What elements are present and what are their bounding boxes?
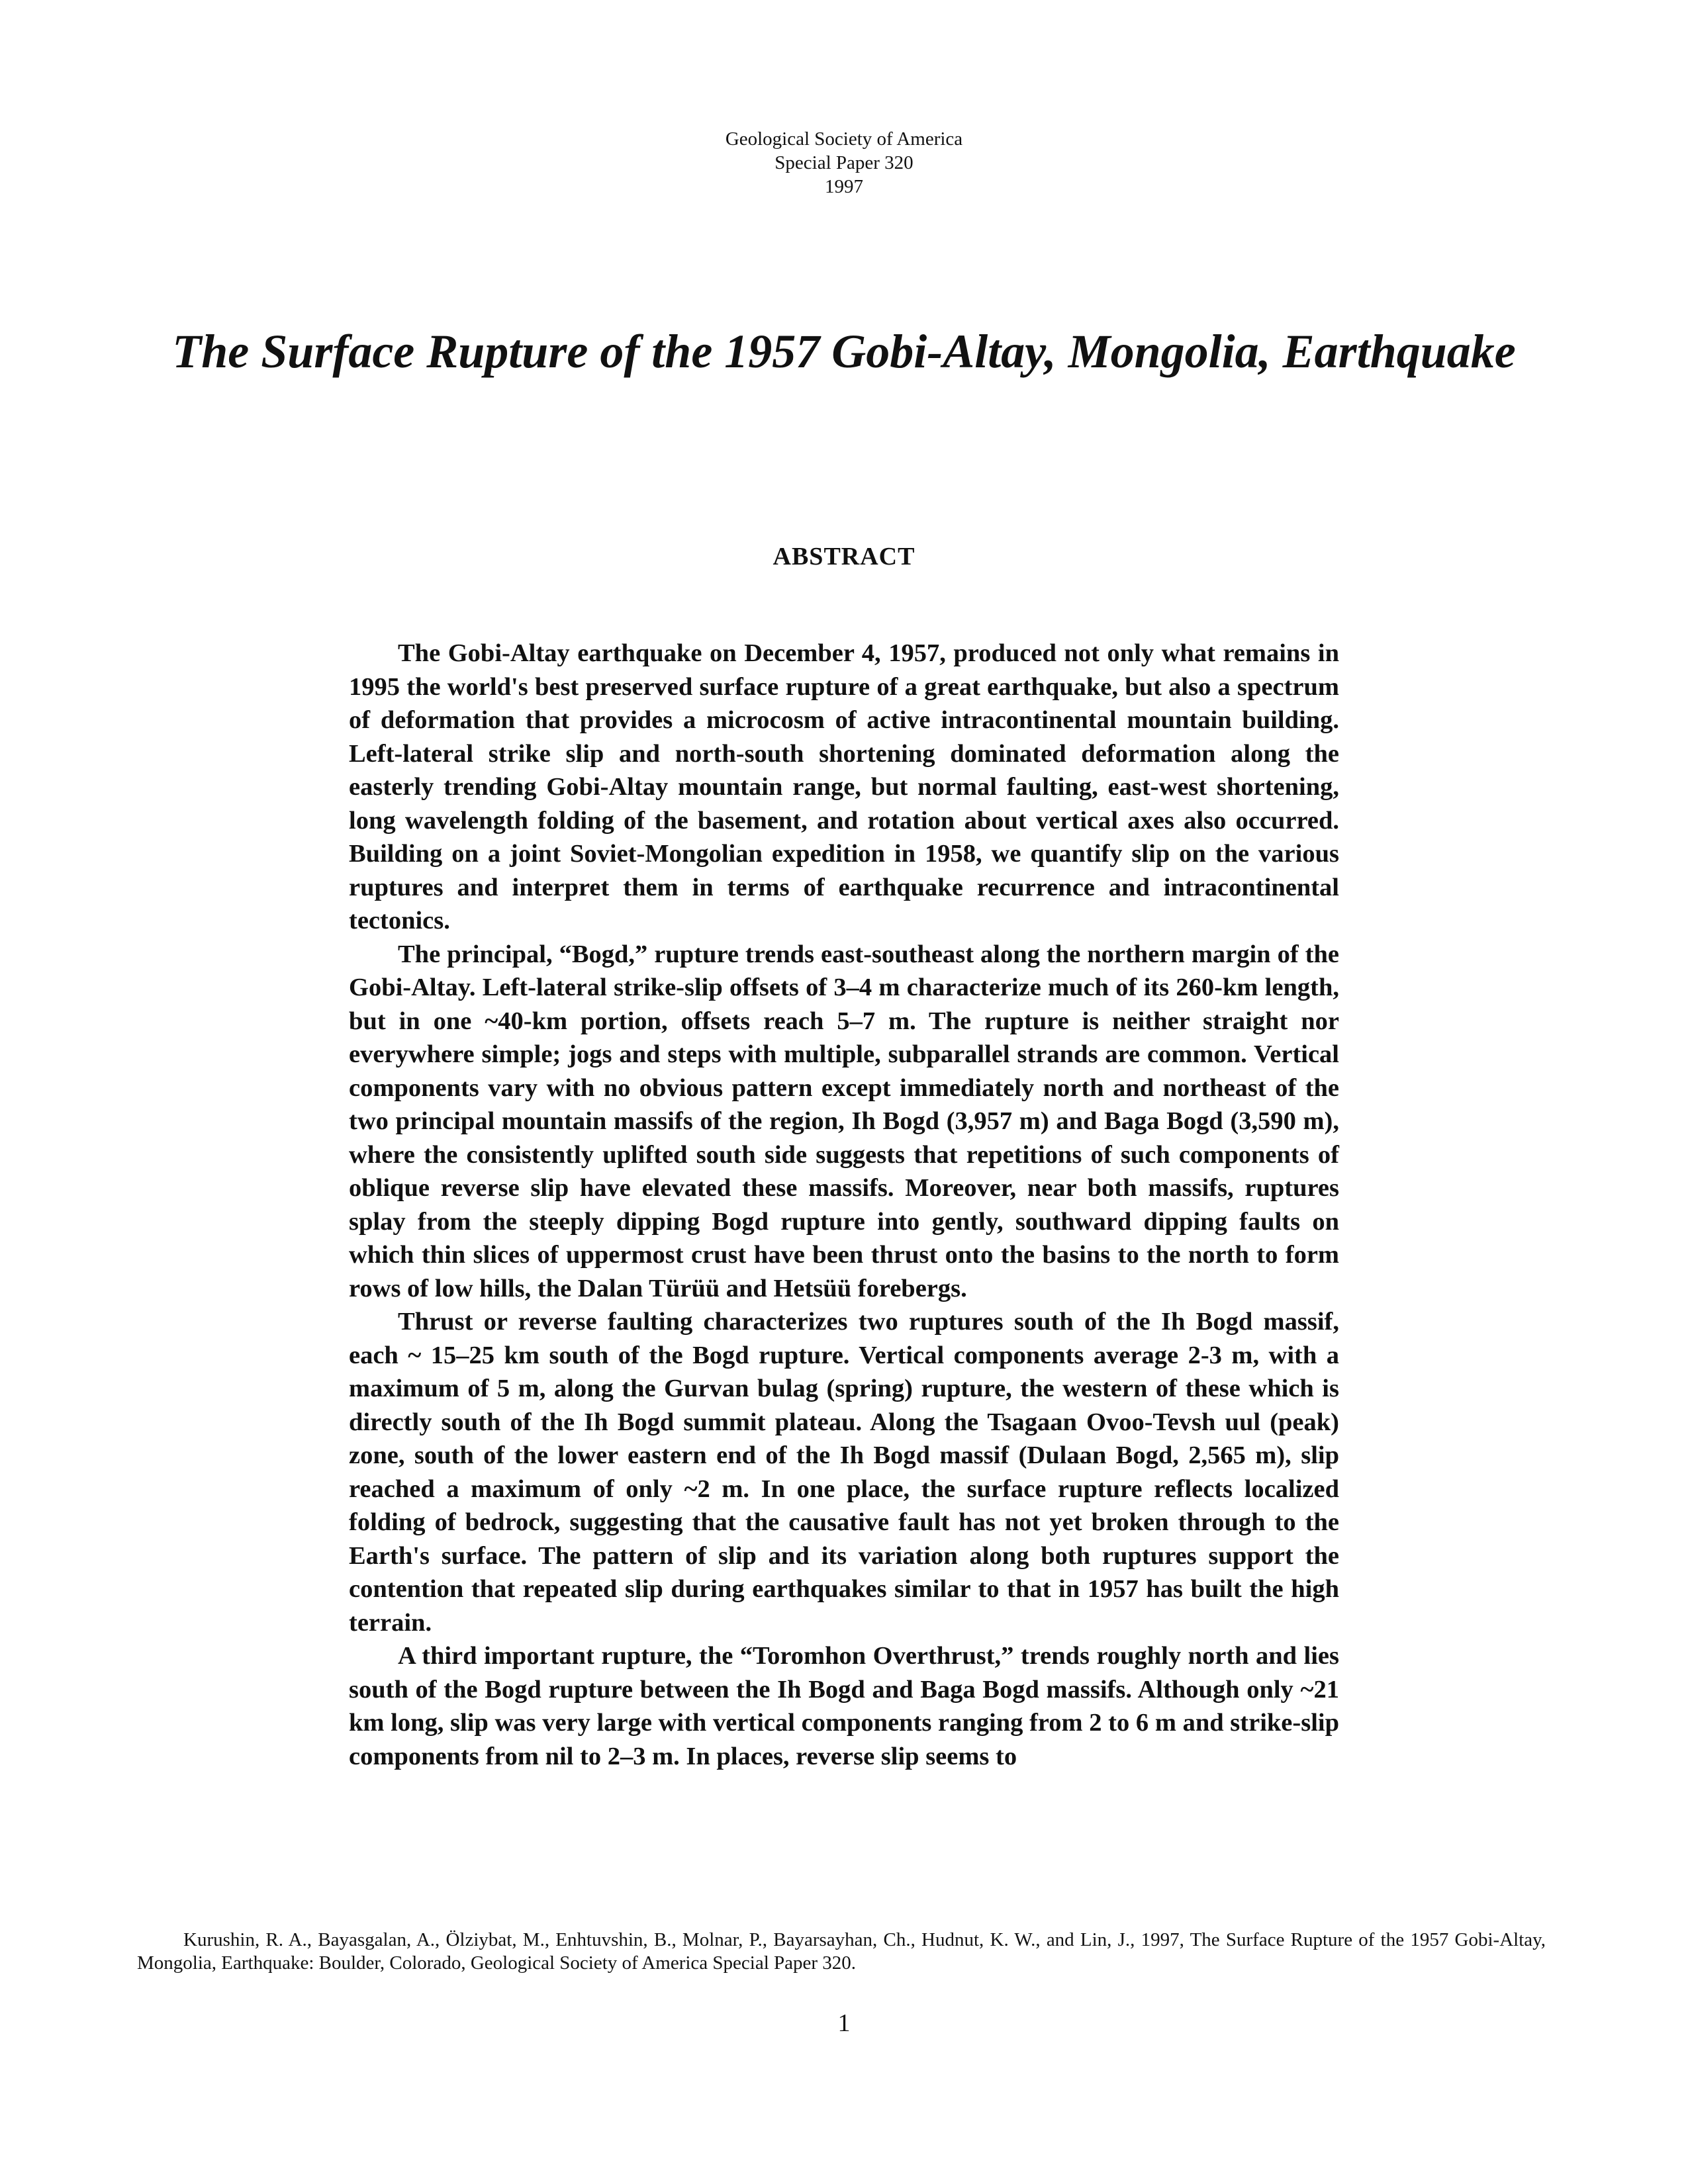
publication-year: 1997 [825,176,863,197]
page-number: 1 [837,2009,851,2037]
running-header [0,127,1688,199]
abstract-paragraph: Thrust or reverse faulting characterizes two ruptures south of the Ih Bogd massif, each ~ 15–25 km south of the Bogd rupture. Vertical components average 2-3 m, with a maximum of 5 m, along the Gurvan bulag (spring) rupture, the western of these which is directly south of the Ih Bogd summit plateau. Along the Tsagaan Ovoo-Tevsh uul (peak) zone, south of the lower eastern end of the Ih Bogd massif (Dulaan Bogd, 2,565 m), slip reached a maximum of only ~2 m. In one place, the surface rupture reflects localized folding of bedrock, suggesting that the causative fault has not yet broken through to the Earth's surface. The pattern of slip and its variation along both ruptures support the contention that repeated slip during earthquakes similar to that in 1957 has built the high terrain. [349,1308,1339,1637]
paper-title: The Surface Rupture of the 1957 Gobi-Altay, Mongolia, Earthquake [172,325,1516,378]
abstract-paragraph: The Gobi-Altay earthquake on December 4, 1957, produced not only what remains in 1995 the world's best preserved surface rupture of a great earthquake, but also a spectrum of deformation that provides a microcosm of active intracontinental mountain building. Left-lateral strike slip and north-south shortening dominated deformation along the easterly trending Gobi-Altay mountain range, but normal faulting, east-west shortening, long wavelength folding of the basement, and rotation about vertical axes also occurred. Building on a joint Soviet-Mongolian expedition in 1958, we quantify slip on the various ruptures and interpret them in terms of earthquake recurrence and intracontinental tectonics. [349,639,1339,934]
abstract-body [349,637,1339,1773]
abstract-paragraph: The principal, “Bogd,” rupture trends east-southeast along the northern margin of the Gobi-Altay. Left-lateral strike-slip offsets of 3–4 m characterize much of its 260-km length, but in one ~40-km portion, offsets reach 5–7 m. The rupture is neither straight nor everywhere simple; jogs and steps with multiple, subparallel strands are common. Vertical components vary with no obvious pattern except immediately north and northeast of the two principal mountain massifs of the region, Ih Bogd (3,957 m) and Baga Bogd (3,590 m), where the consistently uplifted south side suggests that repetitions of such components of oblique reverse slip have elevated these massifs. Moreover, near both massifs, ruptures splay from the steeply dipping Bogd rupture into gently, southward dipping faults on which thin slices of uppermost crust have been thrust onto the basins to the north to form rows of low hills, the Dalan Türüü and Hetsüü forebergs. [349,940,1339,1302]
society-name: Geological Society of America [725,128,963,150]
citation-footnote: Kurushin, R. A., Bayasgalan, A., Ölziybat, M., Enhtuvshin, B., Molnar, P., Bayarsayhan, Ch., Hudnut, K. W., and Lin, J., 1997, The Surface Rupture of the 1957 Gobi-Altay, Mongolia, Earthquake: Boulder, Colorado, Geological Society of America Special Paper 320. [137,1929,1546,1974]
series-name: Special Paper 320 [774,152,914,173]
abstract-heading: ABSTRACT [773,543,915,570]
abstract-paragraph: A third important rupture, the “Toromhon Overthrust,” trends roughly north and lies south of the Bogd rupture between the Ih Bogd and Baga Bogd massifs. Although only ~21 km long, slip was very large with vertical components ranging from 2 to 6 m and strike-slip components from nil to 2–3 m. In places, reverse slip seems to [349,1642,1339,1770]
